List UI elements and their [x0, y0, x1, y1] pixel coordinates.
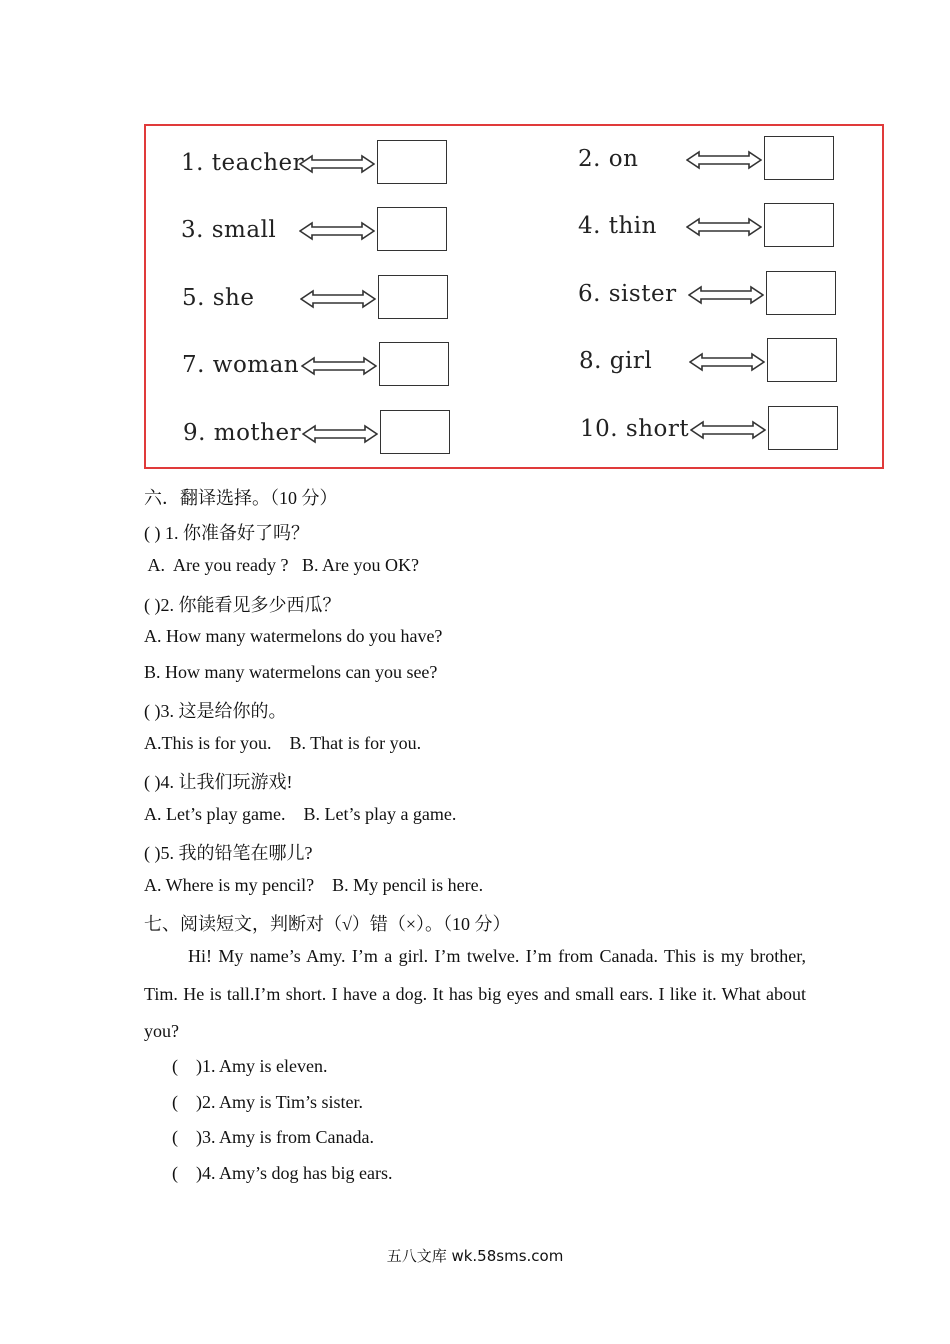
question-1: ( ) 1. 你准备好了吗？: [144, 523, 309, 543]
judge-question-1: ( )1. Amy is eleven.: [172, 1056, 328, 1076]
answer-box[interactable]: [764, 136, 834, 180]
double-arrow-icon: [688, 285, 764, 305]
double-arrow-icon: [300, 289, 376, 309]
match-word: 2. on: [578, 146, 639, 172]
match-word: 3. small: [181, 217, 277, 243]
question-4: ( )4. 让我们玩游戏!: [144, 772, 293, 792]
double-arrow-icon: [302, 424, 378, 444]
answer-box[interactable]: [378, 275, 448, 319]
match-word: 4. thin: [578, 213, 657, 239]
match-word: 6. sister: [578, 281, 677, 307]
double-arrow-icon: [689, 352, 765, 372]
footer-watermark: 五八文库 wk.58sms.com: [386, 1247, 564, 1265]
answer-box[interactable]: [377, 207, 447, 251]
match-word: 7. woman: [182, 352, 300, 378]
answer-box[interactable]: [764, 203, 834, 247]
judge-question-3: ( )3. Amy is from Canada.: [172, 1127, 374, 1147]
section7-title: 七、阅读短文，判断对（√）错（×）。（10 分）: [144, 914, 511, 934]
answer-box[interactable]: [377, 140, 447, 184]
answer-box[interactable]: [766, 271, 836, 315]
options-5: A. Where is my pencil? B. My pencil is here.: [144, 875, 484, 895]
match-word: 5. she: [182, 285, 255, 311]
reading-passage: Hi! My name’s Amy. I’m a girl. I’m twelve. I’m from Canada. This is my brother, Tim. He is tall.I’m short. I have a dog. It has big eyes and small ears. I like it. What about you?: [144, 946, 806, 1041]
double-arrow-icon: [299, 221, 375, 241]
double-arrow-icon: [690, 420, 766, 440]
match-word: 9. mother: [183, 420, 302, 446]
match-word: 10. short: [580, 416, 690, 442]
options-3: A.This is for you. B. That is for you.: [144, 733, 422, 753]
judge-question-4: ( )4. Amy’s dog has big ears.: [172, 1163, 393, 1183]
match-word: 8. girl: [579, 348, 653, 374]
option-2b: B. How many watermelons can you see?: [144, 662, 438, 682]
match-word: 1. teacher: [181, 150, 305, 176]
double-arrow-icon: [686, 150, 762, 170]
answer-box[interactable]: [380, 410, 450, 454]
options-4: A. Let’s play game. B. Let’s play a game.: [144, 804, 457, 824]
answer-box[interactable]: [379, 342, 449, 386]
double-arrow-icon: [299, 154, 375, 174]
question-2: ( )2. 你能看见多少西瓜？: [144, 595, 341, 615]
double-arrow-icon: [686, 217, 762, 237]
judge-question-2: ( )2. Amy is Tim’s sister.: [172, 1092, 364, 1112]
option-2a: A. How many watermelons do you have?: [144, 626, 443, 646]
answer-box[interactable]: [768, 406, 838, 450]
section6-title: 六．翻译选择。（10 分）: [144, 488, 338, 508]
options-1: A. Are you ready ? B. Are you OK?: [144, 555, 419, 575]
double-arrow-icon: [301, 356, 377, 376]
question-5: ( )5. 我的铅笔在哪儿?: [144, 843, 313, 863]
question-3: ( )3. 这是给你的。: [144, 701, 287, 721]
answer-box[interactable]: [767, 338, 837, 382]
